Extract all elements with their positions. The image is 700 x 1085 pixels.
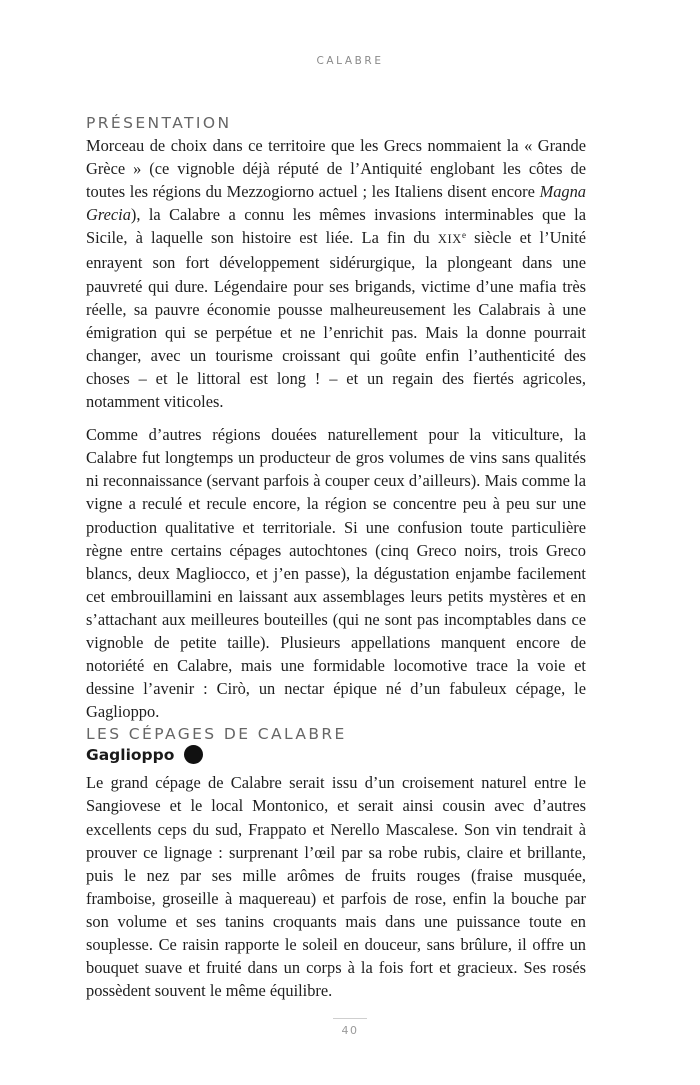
grape-name: Gaglioppo — [86, 745, 175, 764]
century-numeral: XIX — [437, 232, 462, 247]
black-circle-icon — [184, 745, 203, 764]
century-superscript: e — [461, 230, 466, 241]
paragraph-presentation-2: Comme d’autres régions douées naturellement pour la viticulture, la Calabre fut longtemps un producteur de gros volumes de vins sans qualités ni reconnaissance (servant parfois à couper ceux d’ailleurs). Mais comme la vigne a reculé et recule encore, la région se concentre peu à peu sur une production qualitative et territoriale. Si une confusion toute particulière règne entre certains cépages autochtones (cinq Greco noirs, trois Greco blancs, deux Magliocco, et j’en passe), la dégustation enjambe facilement cet embrouillamini en laissant aux assemblages leurs petits mystères et en s’attachant aux meilleures bouteilles (qui ne sont pas incomptables dans ce vignoble de petite taille). Plusieurs appellations manquent encore de notoriété en Calabre, mais une formidable locomotive trace la voie et dessine l’avenir : Cirò, un nectar épique né d’un fabuleux cépage, le Gaglioppo. — [86, 425, 586, 722]
paragraph-gaglioppo: Le grand cépage de Calabre serait issu d’un croisement naturel entre le Sangiovese et le local Montonico, et serait ainsi cousin avec d’autres excellents ceps du sud, Frappato et Nerello Mascalese. Son vin tendrait à prouver ce lignage : surprenant l’œil par sa robe rubis, claire et brillante, puis le nez par ses mille arômes de fruits rouges (fraise musquée, framboise, groseille à maquereau) et parfois de rose, enfin la bouche par son volume et ses tanins croquants mais dans une puissance toute en souplesse. Ce raisin rapporte le soleil en douceur, sans brûlure, il offre un bouquet suave et fruité dans un corps à la fois fort et gracieux. Ses rosés possèdent souvent le même équilibre. — [86, 773, 586, 1001]
paragraph-presentation-1 — [86, 134, 586, 413]
section-heading-cepages: LES CÉPAGES DE CALABRE — [86, 725, 347, 744]
paragraph-text: siècle et l’Unité enrayent son fort développement sidérurgique, la plongeant dans une pauvreté qui dure. Légendaire pour ses brigands, victime d’une mafia très réelle, sa pauvre économie pousse malheureusement les Calabrais à une émigration qui se perpétue et ne l’enrichit pas. Mais la donne pourrait changer, avec un tourisme croissant qui goûte enfin l’authenticité des choses – et le littoral est long ! – et un regain des fiertés agricoles, notamment viticoles. — [86, 228, 586, 412]
italic-term: Magna Grecia — [86, 182, 586, 225]
page-number: 40 — [341, 1024, 359, 1037]
page-content — [86, 112, 586, 1002]
paragraph-text: ), la Calabre a connu les mêmes invasions interminables que la Sicile, à laquelle son histoire est liée. La fin du — [86, 205, 586, 248]
grape-heading — [86, 745, 586, 764]
folio-rule — [333, 1018, 367, 1019]
running-head: CALABRE — [316, 55, 384, 67]
paragraph-text: Morceau de choix dans ce territoire que les Grecs nommaient la « Grande Grèce » (ce vignoble déjà réputé de l’Antiquité englobant les côtes de toutes les régions du Mezzogiorno actuel ; les Italiens disent encore — [86, 136, 586, 202]
section-heading-presentation: PRÉSENTATION — [86, 114, 232, 132]
page-number-block — [315, 1018, 385, 1037]
